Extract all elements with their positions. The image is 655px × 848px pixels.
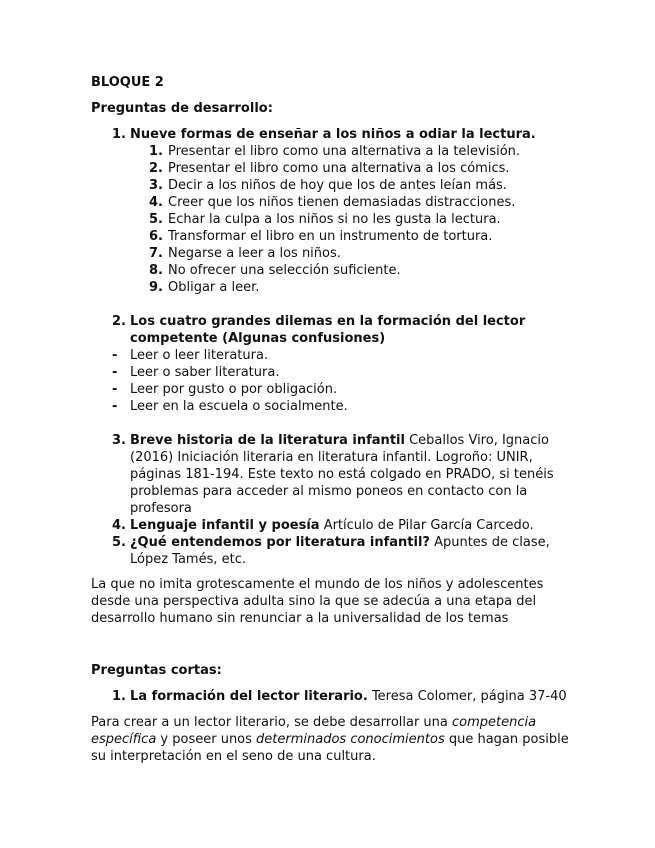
- question-title: Lenguaje infantil y poesía: [130, 518, 320, 533]
- question-3: [91, 432, 571, 517]
- list-item: [91, 194, 571, 211]
- item-text: Leer o leer literatura.: [130, 348, 269, 363]
- item-number: 3.: [149, 178, 163, 193]
- section-heading-desarrollo: Preguntas de desarrollo:: [91, 101, 273, 116]
- question-source: Apuntes de clase,: [429, 535, 550, 550]
- sublist-odiar-lectura: [91, 143, 571, 296]
- list-item: [91, 211, 571, 228]
- list-item: [91, 381, 571, 398]
- question-line-1: [130, 432, 571, 449]
- answer-line: desarrollo humano sin renunciar a la universalidad de los temas: [91, 611, 509, 626]
- question-title: Breve historia de la literatura infantil: [130, 433, 405, 448]
- question-line-3: páginas 181-194. Este texto no está colgado en PRADO, si tenéis: [130, 467, 554, 482]
- item-text: Presentar el libro como una alternativa a la televisión.: [168, 144, 521, 159]
- list-item: [91, 228, 571, 245]
- question-number: 5.: [112, 535, 126, 550]
- item-text: No ofrecer una selección suficiente.: [168, 263, 401, 278]
- item-number: 7.: [149, 246, 163, 261]
- question-title-line-1: Los cuatro grandes dilemas en la formación del lector: [130, 314, 526, 329]
- question-line: [130, 688, 571, 705]
- list-item: [91, 143, 571, 160]
- list-item: [91, 177, 571, 194]
- item-text: Decir a los niños de hoy que los de antes leían más.: [168, 178, 507, 193]
- question-2: [91, 313, 571, 347]
- short-answer-paragraph: [91, 714, 571, 765]
- item-number: 4.: [149, 195, 163, 210]
- question-line-2: López Tamés, etc.: [130, 552, 247, 567]
- answer-line-3: su interpretación en el seno de una cultura.: [91, 749, 376, 764]
- dash-bullet: -: [112, 365, 118, 380]
- short-question-1: [91, 688, 571, 705]
- list-item: [91, 245, 571, 262]
- item-text: Creer que los niños tienen demasiadas distracciones.: [168, 195, 516, 210]
- item-text: Echar la culpa a los niños si no les gusta la lectura.: [168, 212, 501, 227]
- answer-line-1: [91, 714, 571, 731]
- question-line-2: (2016) Iniciación literaria en literatura infantil. Logroño: UNIR,: [130, 450, 533, 465]
- block-title: BLOQUE 2: [91, 75, 164, 90]
- section-heading-cortas: Preguntas cortas:: [91, 663, 222, 678]
- item-number: 5.: [149, 212, 163, 227]
- item-number: 8.: [149, 263, 163, 278]
- item-text: Leer en la escuela o socialmente.: [130, 399, 348, 414]
- question-title: ¿Qué entendemos por literatura infantil?: [130, 535, 430, 550]
- question-line: [130, 517, 571, 534]
- item-text: Leer por gusto o por obligación.: [130, 382, 338, 397]
- list-item: [91, 279, 571, 296]
- item-text: Negarse a leer a los niños.: [168, 246, 341, 261]
- item-number: 6.: [149, 229, 163, 244]
- answer-text: y poseer unos: [156, 732, 257, 747]
- question-line-4: problemas para acceder al mismo poneos en contacto con la: [130, 484, 528, 499]
- item-text: Obligar a leer.: [168, 280, 260, 295]
- list-item: [91, 160, 571, 177]
- item-number: 9.: [149, 280, 163, 295]
- item-text: Transformar el libro en un instrumento de tortura.: [168, 229, 493, 244]
- question-line-1: [130, 534, 571, 551]
- question-source: Ceballos Viro, Ignacio: [404, 433, 549, 448]
- dash-bullet: -: [112, 382, 118, 397]
- question-number: 2.: [112, 314, 126, 329]
- answer-text: que hagan posible: [444, 732, 569, 747]
- question-1: [91, 126, 571, 143]
- item-number: 1.: [149, 144, 163, 159]
- answer-line: desde una perspectiva adulta sino la que se adecúa a una etapa del: [91, 594, 537, 609]
- question-number: 3.: [112, 433, 126, 448]
- answer-emphasis: competencia: [452, 715, 537, 730]
- dilemas-list: [91, 347, 571, 415]
- dash-bullet: -: [112, 399, 118, 414]
- question-title-line-2: competente (Algunas confusiones): [130, 331, 386, 346]
- answer-emphasis: determinados conocimientos: [256, 732, 445, 747]
- list-item: [91, 364, 571, 381]
- answer-text: Para crear a un lector literario, se debe desarrollar una: [91, 715, 453, 730]
- question-number: 1.: [112, 689, 126, 704]
- document-page: [91, 74, 571, 765]
- list-item: [91, 347, 571, 364]
- question-number: 1.: [112, 127, 126, 142]
- answer-line: La que no imita grotescamente el mundo de los niños y adolescentes: [91, 577, 544, 592]
- dash-bullet: -: [112, 348, 118, 363]
- question-source: Teresa Colomer, página 37-40: [367, 689, 567, 704]
- answer-paragraph: [91, 576, 571, 627]
- question-number: 4.: [112, 518, 126, 533]
- item-text: Presentar el libro como una alternativa a los cómics.: [168, 161, 510, 176]
- question-title: Nueve formas de enseñar a los niños a odiar la lectura.: [130, 127, 536, 142]
- item-number: 2.: [149, 161, 163, 176]
- answer-line-2: [91, 731, 571, 748]
- question-line-5: profesora: [130, 501, 192, 516]
- question-title: La formación del lector literario.: [130, 689, 368, 704]
- question-4: [91, 517, 571, 534]
- question-5: [91, 534, 571, 568]
- item-text: Leer o saber literatura.: [130, 365, 280, 380]
- list-item: [91, 398, 571, 415]
- list-item: [91, 262, 571, 279]
- question-source: Artículo de Pilar García Carcedo.: [319, 518, 534, 533]
- answer-emphasis: específica: [91, 732, 157, 747]
